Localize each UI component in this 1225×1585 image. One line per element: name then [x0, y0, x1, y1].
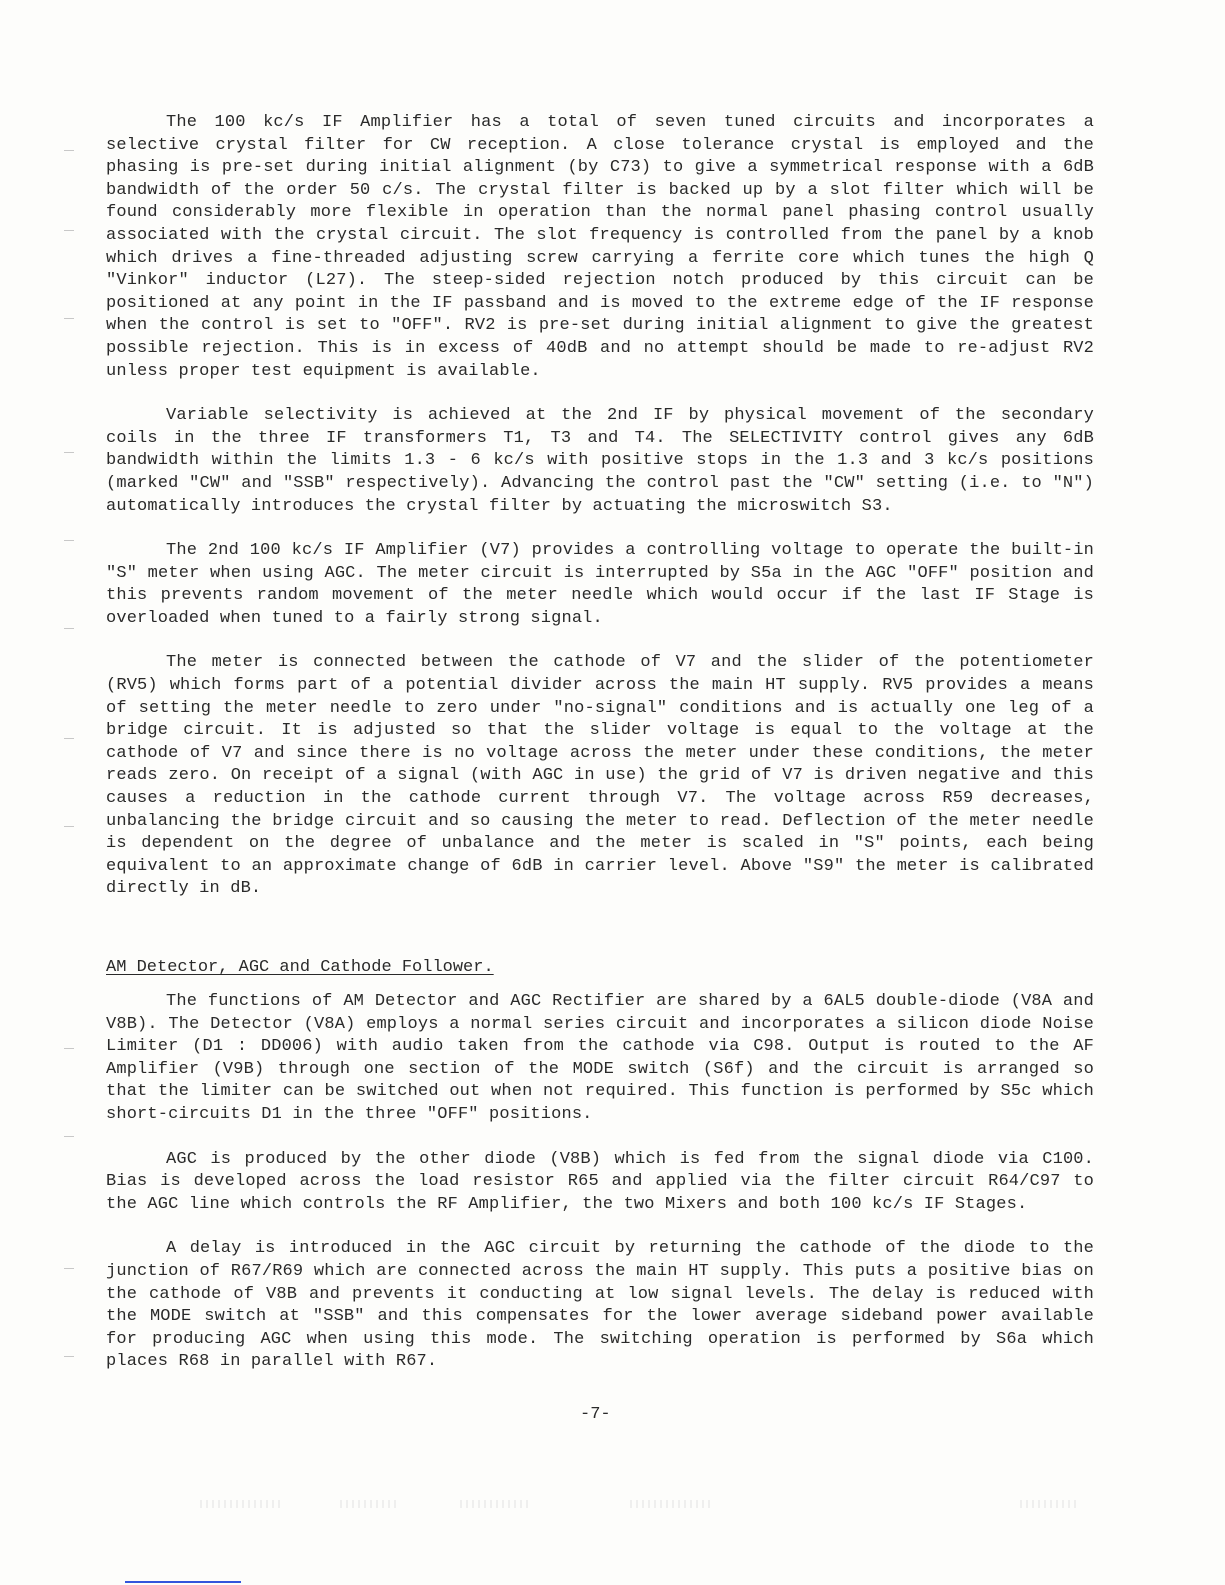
paragraph-am-detector	[106, 991, 1094, 1127]
paragraph-text: The functions of AM Detector and AGC Rectifier are shared by a 6AL5 double-diode (V8A and V8B). The Detector (V8A) employs a normal series circuit and incorporates a silicon diode Noise Limiter (D1 : DD006) with audio taken from the cathode via C98. Output is routed to the AF Amplifier (V9B) through one section of the MODE switch (S6f) and the circuit is arranged so that the limiter can be switched out when not required. This function is performed by S5c which short-circuits D1 in the three "OFF" positions.	[106, 992, 1094, 1124]
margin-mark	[64, 1356, 74, 1357]
paragraph-text: The 100 kc/s IF Amplifier has a total of seven tuned circuits and incorporates a selective crystal filter for CW reception. A close tolerance crystal is employed and the phasing is pre-set during initial alignment (by C73) to give a symmetrical response with a 6dB bandwidth of the order 50 c/s. The crystal filter is backed up by a slot filter which will be found considerably more flexible in operation than the normal panel phasing control usually associated with the crystal circuit. The slot frequency is controlled from the panel by a knob which drives a fine-threaded adjusting screw carrying a ferrite core which tunes the high Q "Vinkor" inductor (L27). The steep-sided rejection notch produced by this circuit can be positioned at any point in the IF passband and is moved to the extreme edge of the IF response when the control is set to "OFF". RV2 is pre-set during initial alignment to give the greatest possible rejection. This is in excess of 40dB and no attempt should be made to re-adjust RV2 unless proper test equipment is available.	[106, 113, 1094, 381]
paragraph-text: Variable selectivity is achieved at the 2nd IF by physical movement of the secondary coils in the three IF transformers T1, T3 and T4. The SELECTIVITY control gives any 6dB bandwidth within the limits 1.3 - 6 kc/s with positive stops in the 1.3 and 3 kc/s positions (marked "CW" and "SSB" respectively). Advancing the control past the "CW" setting (i.e. to "N") automatically introduces the crystal filter by actuating the microswitch S3.	[106, 406, 1094, 516]
margin-mark	[64, 1136, 74, 1137]
margin-mark	[64, 1268, 74, 1269]
margin-mark	[64, 318, 74, 319]
scan-noise	[200, 1500, 280, 1508]
margin-mark	[64, 150, 74, 151]
paragraph-agc	[106, 1149, 1094, 1217]
scan-noise	[1020, 1500, 1080, 1508]
paragraph-agc-delay	[106, 1238, 1094, 1374]
section-heading: AM Detector, AGC and Cathode Follower.	[106, 958, 494, 977]
margin-mark	[64, 230, 74, 231]
margin-mark	[64, 1048, 74, 1049]
margin-mark	[64, 540, 74, 541]
document-body	[106, 112, 1094, 1396]
paragraph-text: The 2nd 100 kc/s IF Amplifier (V7) provides a controlling voltage to operate the built-in "S" meter when using AGC. The meter circuit is interrupted by S5a in the AGC "OFF" position and this prevents random movement of the meter needle which would occur if the last IF Stage is overloaded when tuned to a fairly strong signal.	[106, 541, 1094, 628]
paragraph-text: The meter is connected between the cathode of V7 and the slider of the potentiometer (RV5) which forms part of a potential divider across the main HT supply. RV5 provides a means of setting the meter needle to zero under "no-signal" conditions and is actually one leg of a bridge circuit. It is adjusted so that the slider voltage is equal to the voltage at the cathode of V7 and since there is no voltage across the meter under these conditions, the meter reads zero. On receipt of a signal (with AGC in use) the grid of V7 is driven negative and this causes a reduction in the cathode current through V7. The voltage across R59 decreases, unbalancing the bridge circuit and so causing the meter to read. Deflection of the meter needle is dependent on the degree of unbalance and the meter is scaled in "S" points, each being equivalent to an approximate change of 6dB in carrier level. Above "S9" the meter is calibrated directly in dB.	[106, 653, 1094, 899]
scan-noise	[460, 1500, 530, 1508]
scan-noise	[630, 1500, 710, 1508]
margin-mark	[64, 826, 74, 827]
page-number: -7-	[580, 1405, 611, 1424]
margin-mark	[64, 452, 74, 453]
paragraph-text: A delay is introduced in the AGC circuit by returning the cathode of the diode to the junction of R67/R69 which are connected across the main HT supply. This puts a positive bias on the cathode of V8B and prevents it conducting at low signal levels. The delay is reduced with the MODE switch at "SSB" and this compensates for the lower average sideband power available for producing AGC when using this mode. The switching operation is performed by S6a which places R68 in parallel with R67.	[106, 1239, 1094, 1372]
paragraph-variable-selectivity	[106, 405, 1094, 518]
paragraph-meter-bridge	[106, 652, 1094, 901]
margin-mark	[64, 628, 74, 629]
paragraph-crystal-filter	[106, 112, 1094, 383]
paragraph-s-meter	[106, 540, 1094, 630]
margin-mark	[64, 738, 74, 739]
footer-rule	[125, 1581, 241, 1583]
scan-noise	[340, 1500, 400, 1508]
paragraph-text: AGC is produced by the other diode (V8B) which is fed from the signal diode via C100. Bias is developed across the load resistor R65 and applied via the filter circuit R64/C97 to the AGC line which controls the RF Amplifier, the two Mixers and both 100 kc/s IF Stages.	[106, 1149, 1094, 1214]
